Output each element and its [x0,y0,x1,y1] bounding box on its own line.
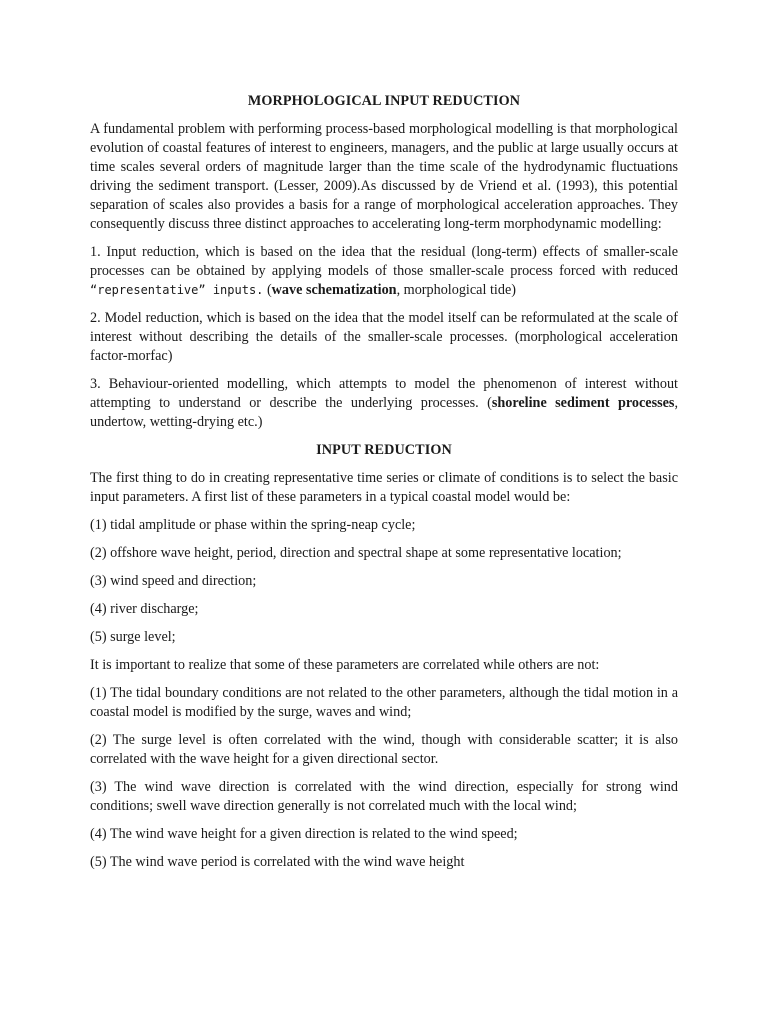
approach-3-bold: shoreline sediment processes [491,395,675,411]
parameter-item: (4) river discharge; [90,601,199,617]
section-intro-paragraph: The first thing to do in creating representative time series or climate of conditions is to select the basic input parameters. A first list of these parameters in a typical coastal model would be: [90,470,678,505]
parameter-item: (2) offshore wave height, period, direction and spectral shape at some representative location; [90,545,622,561]
approach-1-open: ( [263,282,272,298]
approach-2-paragraph: 2. Model reduction, which is based on the idea that the model itself can be reformulated at the scale of interest without describing the details of the smaller-scale processes. (morphological acceleration factor-morfac) [90,310,678,364]
approach-3-tail: , undertow, wetting-drying etc.) [90,395,678,430]
correlation-item: (4) The wind wave height for a given direction is related to the wind speed; [90,826,518,842]
page-title: MORPHOLOGICAL INPUT REDUCTION [247,93,521,109]
approach-3-paragraph [90,375,678,432]
approach-1-paragraph [90,243,678,300]
parameter-item: (5) surge level; [90,629,176,645]
approach-1-tail: , morphological tide) [396,282,516,298]
intro-paragraph: A fundamental problem with performing process-based morphological modelling is that morphological evolution of coastal features of interest to engineers, managers, and the public at large usually occurs at time scales several orders of magnitude larger than the time scale of the hydrodynamic fluctuations driving the sediment transport. (Lesser, 2009).As discussed by de Vriend et al. (1993), this potential separation of scales also provides a basis for a range of morphological acceleration approaches. They consequently discuss three distinct approaches to accelerating long-term morphodynamic modelling: [90,121,678,232]
approach-1-mono: “representative” inputs. [90,283,264,297]
correlation-item: (2) The surge level is often correlated with the wind, though with considerable scatter; it is also correlated with the wave height for a given directional sector. [90,732,678,767]
section-heading: INPUT REDUCTION [316,442,452,458]
correlation-item: (3) The wind wave direction is correlated with the wind direction, especially for strong wind conditions; swell wave direction generally is not correlated much with the local wind; [90,779,678,814]
approach-1-text: 1. Input reduction, which is based on the idea that the residual (long-term) effects of smaller-scale processes can be obtained by applying models of those smaller-scale process forced with reduced [90,244,678,279]
parameter-item: (1) tidal amplitude or phase within the spring-neap cycle; [90,517,416,533]
correlation-intro-paragraph: It is important to realize that some of these parameters are correlated while others are not: [90,657,600,673]
document-page [90,92,678,881]
parameter-item: (3) wind speed and direction; [90,573,257,589]
approach-1-bold: wave schematization [271,282,397,298]
approach-3-text: 3. Behaviour-oriented modelling, which attempts to model the phenomenon of interest without attempting to understand or describe the underlying processes. ( [90,376,678,411]
correlation-item: (1) The tidal boundary conditions are not related to the other parameters, although the tidal motion in a coastal model is modified by the surge, waves and wind; [90,685,678,720]
correlation-item: (5) The wind wave period is correlated with the wind wave height [90,854,465,870]
